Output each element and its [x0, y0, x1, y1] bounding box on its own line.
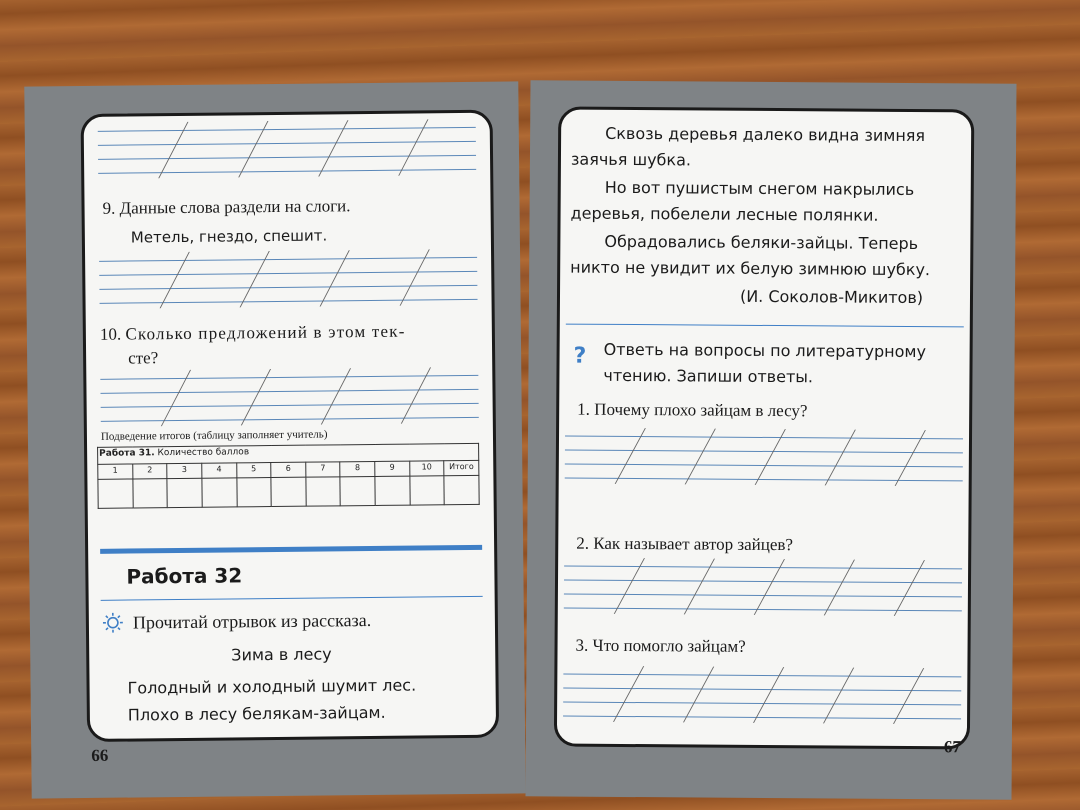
- story-line: Обрадовались беляки-зайцы. Теперь: [604, 231, 919, 254]
- right-content-frame: [554, 107, 974, 750]
- writing-lines: [98, 119, 477, 179]
- score-cell: [410, 476, 445, 505]
- story-line: заячья шубка.: [570, 149, 692, 170]
- story-line: деревья, побелели лесные полянки.: [570, 203, 879, 225]
- sun-icon: [103, 613, 123, 633]
- writing-lines: [565, 428, 963, 487]
- writing-lines: [100, 367, 479, 427]
- story-author: (И. Соколов-Микитов): [739, 286, 924, 308]
- right-page: [526, 80, 1017, 799]
- writing-lines: [564, 558, 962, 617]
- score-cell: [306, 477, 341, 506]
- score-cell: [236, 478, 271, 507]
- score-column-header: 5: [236, 463, 271, 478]
- page-number-right: 67: [943, 737, 961, 757]
- question-1: 1. Почему плохо зайцам в лесу?: [577, 399, 808, 421]
- question-text: Сколько предложений в этом тек-: [125, 321, 406, 344]
- section-divider: [566, 324, 964, 328]
- score-table: [97, 443, 480, 509]
- story-line: Плохо в лесу белякам-зайцам.: [127, 702, 386, 725]
- question-10-continuation: сте?: [128, 348, 159, 368]
- score-cell: [167, 478, 202, 507]
- score-column-header: 9: [375, 461, 410, 476]
- score-cell: [340, 476, 375, 505]
- story-line: Но вот пушистым снегом накрылись: [604, 177, 915, 199]
- score-table-title: Работа 31. Количество баллов: [98, 443, 479, 464]
- story-title: Зима в лесу: [231, 644, 332, 665]
- section-divider: [100, 545, 482, 554]
- reading-instruction: Прочитай отрывок из рассказа.: [132, 610, 372, 633]
- summary-caption: Подведение итогов (таблицу заполняет учитель): [100, 428, 328, 443]
- score-column-header: 6: [271, 462, 306, 477]
- left-content-frame: [81, 110, 500, 742]
- score-column-header: 1: [98, 464, 133, 479]
- score-column-header: Итого: [444, 460, 479, 475]
- writing-lines: [563, 666, 961, 725]
- question-mark-icon: ?: [573, 343, 587, 369]
- score-column-header: 3: [167, 463, 202, 478]
- score-column-header: 10: [409, 461, 444, 476]
- story-line: Голодный и холодный шумит лес.: [127, 675, 417, 698]
- score-column-header: 7: [305, 462, 340, 477]
- score-cell: [271, 477, 306, 506]
- story-line: Сквозь деревья далеко видна зимняя: [605, 123, 926, 146]
- question-3: 3. Что помогло зайцам?: [575, 635, 746, 656]
- score-cell: [98, 479, 133, 508]
- score-column-header: 8: [340, 461, 375, 476]
- score-cell: [375, 476, 410, 505]
- score-cell: [133, 479, 168, 508]
- score-column-header: 4: [202, 463, 237, 478]
- left-page: [24, 81, 525, 798]
- page-number-left: 66: [91, 745, 109, 765]
- question-number: 9.: [102, 198, 116, 218]
- score-cell: [444, 475, 479, 504]
- score-column-header: 2: [132, 464, 167, 479]
- task-instruction: Ответь на вопросы по литературному: [603, 339, 927, 362]
- score-cell: [202, 478, 237, 507]
- question-text: Данные слова раздели на слоги.: [119, 196, 351, 218]
- question-2: 2. Как называет автор зайцев?: [576, 533, 794, 555]
- story-line: никто не увидит их белую зимнюю шубку.: [570, 257, 931, 280]
- work-title: Работа 32: [126, 563, 243, 589]
- words-to-split: Метель, гнездо, спешит.: [130, 226, 328, 247]
- task-instruction: чтению. Запиши ответы.: [603, 365, 814, 387]
- question-10: [100, 322, 406, 345]
- question-number: 10.: [99, 324, 122, 344]
- writing-lines: [99, 249, 478, 309]
- question-9: [102, 196, 350, 219]
- title-underline: [101, 596, 483, 601]
